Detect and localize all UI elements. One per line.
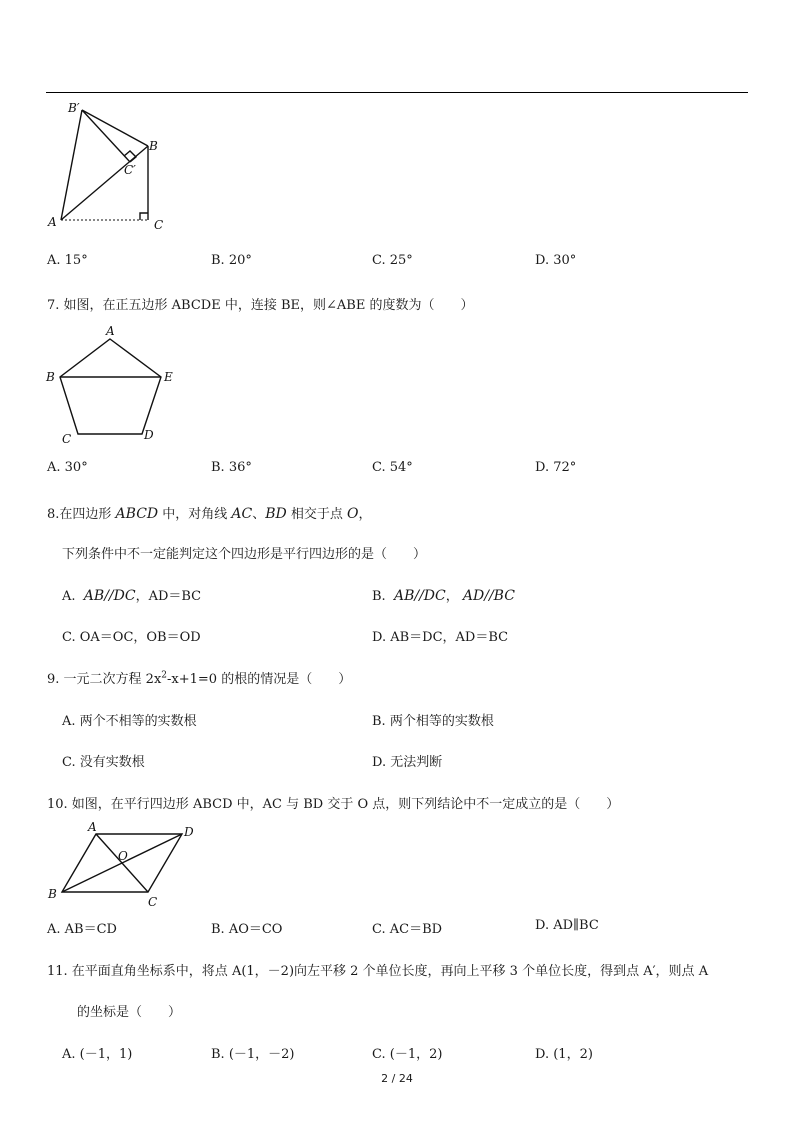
label-c: C xyxy=(62,432,72,446)
q8-stem-end: ， xyxy=(358,507,372,522)
q9-stem-sup: 2 xyxy=(161,670,168,681)
q6-option-d: D. 30° xyxy=(535,253,577,268)
q8-option-b-prefix: B. xyxy=(372,589,386,604)
q6-option-b: B. 20° xyxy=(211,253,252,268)
label-a: A xyxy=(88,820,97,834)
q11-stem-line2: 的坐标是（ ） xyxy=(77,1005,182,1020)
q8-stem xyxy=(47,503,372,522)
q8-stem-prefix: 8.在四边形 xyxy=(47,507,116,522)
label-c: C xyxy=(154,218,164,232)
q8-stem-bd: BD xyxy=(265,506,287,522)
q8-option-c: C. OA＝OC，OB＝OD xyxy=(62,630,201,645)
q10-option-a: A. AB＝CD xyxy=(47,922,117,937)
q8-stem-ac: AC xyxy=(231,506,253,522)
label-o: O xyxy=(118,849,128,863)
page-number: 2 / 24 xyxy=(381,1072,413,1085)
q8-option-a xyxy=(62,585,201,604)
q11-option-b: B. (－1，－2) xyxy=(211,1047,295,1062)
q8-option-b-math1: AB//DC xyxy=(393,588,446,604)
label-a: A xyxy=(48,215,57,229)
label-d: D xyxy=(144,428,154,442)
q8-stem-sep: 、 xyxy=(252,507,266,522)
label-c: C xyxy=(148,895,158,908)
label-b-prime: B′ xyxy=(68,101,80,115)
q6-figure xyxy=(44,96,174,236)
q11-option-a: A. (－1，1) xyxy=(62,1047,133,1062)
q8-option-a-suffix: ，AD＝BC xyxy=(135,589,202,604)
q8-option-b-sep: ， xyxy=(445,589,459,604)
q8-option-b xyxy=(372,585,515,604)
q7-option-c: C. 54° xyxy=(372,460,413,475)
label-d: D xyxy=(184,825,194,839)
q11-option-c: C. (－1，2) xyxy=(372,1047,443,1062)
q7-option-a: A. 30° xyxy=(47,460,88,475)
q8-stem-mid2: 相交于点 xyxy=(286,507,348,522)
q11-option-d: D. (1，2) xyxy=(535,1047,593,1062)
q7-option-d: D. 72° xyxy=(535,460,577,475)
header-rule xyxy=(46,92,748,93)
q9-option-d: D. 无法判断 xyxy=(372,755,443,770)
q9-stem-suffix: -x+1=0 的根的情况是（ ） xyxy=(167,672,352,687)
q11-stem-line1: 11. 在平面直角坐标系中，将点 A(1，－2)向左平移 2 个单位长度，再向上平移 3 个单位长度，得到点 A′，则点 A xyxy=(47,964,709,979)
q9-option-b: B. 两个相等的实数根 xyxy=(372,714,494,729)
q9-option-c: C. 没有实数根 xyxy=(62,755,145,770)
q10-option-b: B. AO＝CO xyxy=(211,922,283,937)
q8-option-d: D. AB＝DC，AD＝BC xyxy=(372,630,509,645)
q10-parallelogram-figure xyxy=(44,820,204,908)
label-a: A xyxy=(106,324,115,338)
q9-stem xyxy=(47,668,351,687)
q9-stem-prefix: 9. 一元二次方程 2x xyxy=(47,672,162,687)
label-b: B xyxy=(149,139,158,153)
q7-option-b: B. 36° xyxy=(211,460,252,475)
label-b: B xyxy=(46,370,55,384)
q9-option-a: A. 两个不相等的实数根 xyxy=(62,714,197,729)
q8-stem-o: O xyxy=(347,506,359,522)
q10-stem: 10. 如图，在平行四边形 ABCD 中，AC 与 BD 交于 O 点，则下列结论中不一定成立的是（ ） xyxy=(47,797,620,812)
label-e: E xyxy=(164,370,173,384)
label-c-prime: C′ xyxy=(124,163,136,177)
q8-option-a-math: AB//DC xyxy=(83,588,136,604)
q8-stem-mid: 中，对角线 xyxy=(158,507,232,522)
q10-option-d: D. AD∥BC xyxy=(535,918,599,933)
q8-option-a-prefix: A. xyxy=(62,589,76,604)
q8-stem-abcd: ABCD xyxy=(115,506,159,522)
label-b: B xyxy=(48,887,57,901)
q8-option-b-math2: AD//BC xyxy=(462,588,515,604)
q6-option-c: C. 25° xyxy=(372,253,413,268)
q10-option-c: C. AC＝BD xyxy=(372,922,443,937)
q7-stem: 7. 如图，在正五边形 ABCDE 中，连接 BE，则∠ABE 的度数为（ ） xyxy=(47,298,474,313)
q8-stem-line2: 下列条件中不一定能判定这个四边形是平行四边形的是（ ） xyxy=(62,547,427,562)
q7-pentagon-figure xyxy=(44,322,184,446)
q6-option-a: A. 15° xyxy=(47,253,88,268)
